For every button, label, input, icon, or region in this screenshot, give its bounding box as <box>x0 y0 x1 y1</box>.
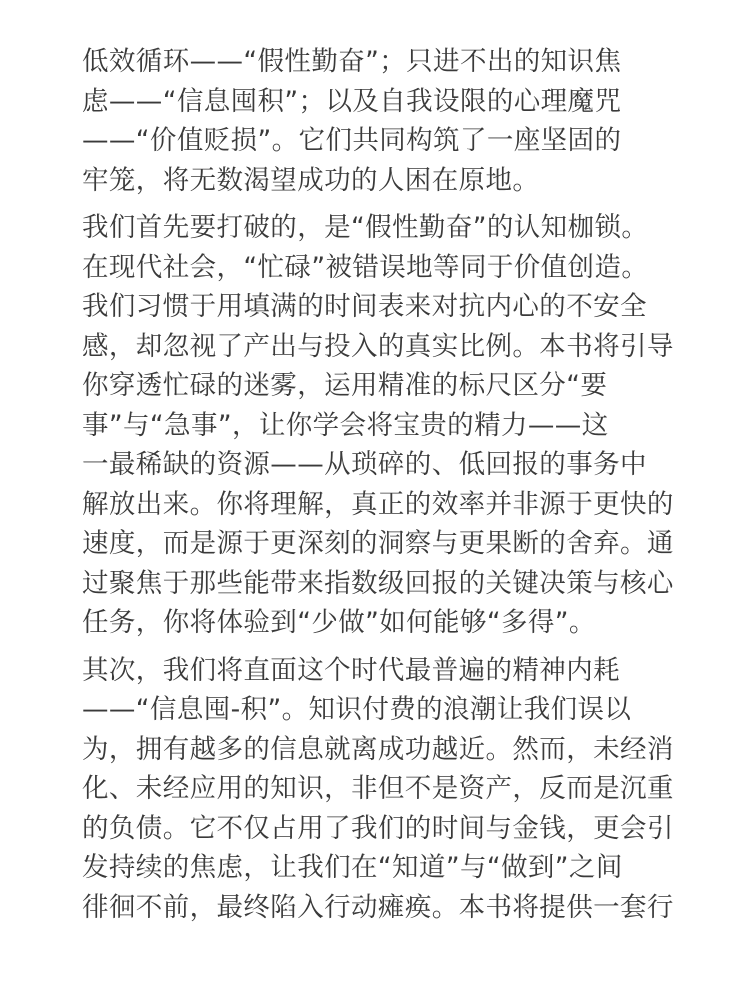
paragraph-intro <box>82 42 682 200</box>
text-line: 徘徊不前，最终陷入行动瘫痪。本书将提供一套行 <box>82 891 674 923</box>
text-line: 速度，而是源于更深刻的洞察与更果断的舍弃。通 <box>82 528 674 559</box>
text-line: ——“信息囤-积”。知识付费的浪潮让我们误以 <box>82 694 632 725</box>
text-line: 过聚焦于那些能带来指数级回报的关键决策与核心 <box>82 567 674 599</box>
text-line: 我们首先要打破的，是“假性勤奋”的认知枷锁。 <box>82 212 649 243</box>
text-line: 在现代社会，“忙碌”被错误地等同于价值创造。 <box>82 251 649 283</box>
text-line: 你穿透忙碌的迷雾，运用精准的标尺区分“要 <box>82 370 608 401</box>
text-line: 我们习惯于用填满的时间表来对抗内心的不安全 <box>82 291 647 322</box>
text-line: ——“价值贬损”。它们共同构筑了一座坚固的 <box>82 125 622 156</box>
paragraph-false-diligence <box>82 208 682 643</box>
text-line: 牢笼，将无数渴望成功的人困在原地。 <box>82 164 540 196</box>
text-line: 虑——“信息囤积”；以及自我设限的心理魔咒 <box>82 85 622 117</box>
text-line: 为，拥有越多的信息就离成功越近。然而，未经消 <box>82 733 674 765</box>
text-line: 化、未经应用的知识，非但不是资产，反而是沉重 <box>82 773 674 804</box>
text-line: 感，却忽视了产出与投入的真实比例。本书将引导 <box>82 330 674 362</box>
text-line: 一最稀缺的资源——从琐碎的、低回报的事务中 <box>82 449 647 480</box>
text-line: 解放出来。你将理解，真正的效率并非源于更快的 <box>82 488 674 520</box>
text-line: 任务，你将体验到“少做”如何能够“多得”。 <box>82 607 596 638</box>
text-line: 其次，我们将直面这个时代最普遍的精神内耗 <box>82 654 620 686</box>
paragraph-information-hoarding <box>82 651 682 928</box>
document-page <box>82 42 682 935</box>
text-line: 事”与“急事”，让你学会将宝贵的精力——这 <box>82 409 609 441</box>
text-line: 的负债。它不仅占用了我们的时间与金钱，更会引 <box>82 812 674 844</box>
text-line: 发持续的焦虑，让我们在“知道”与“做到”之间 <box>82 852 623 883</box>
text-line: 低效循环——“假性勤奋”；只进不出的知识焦 <box>82 46 622 77</box>
